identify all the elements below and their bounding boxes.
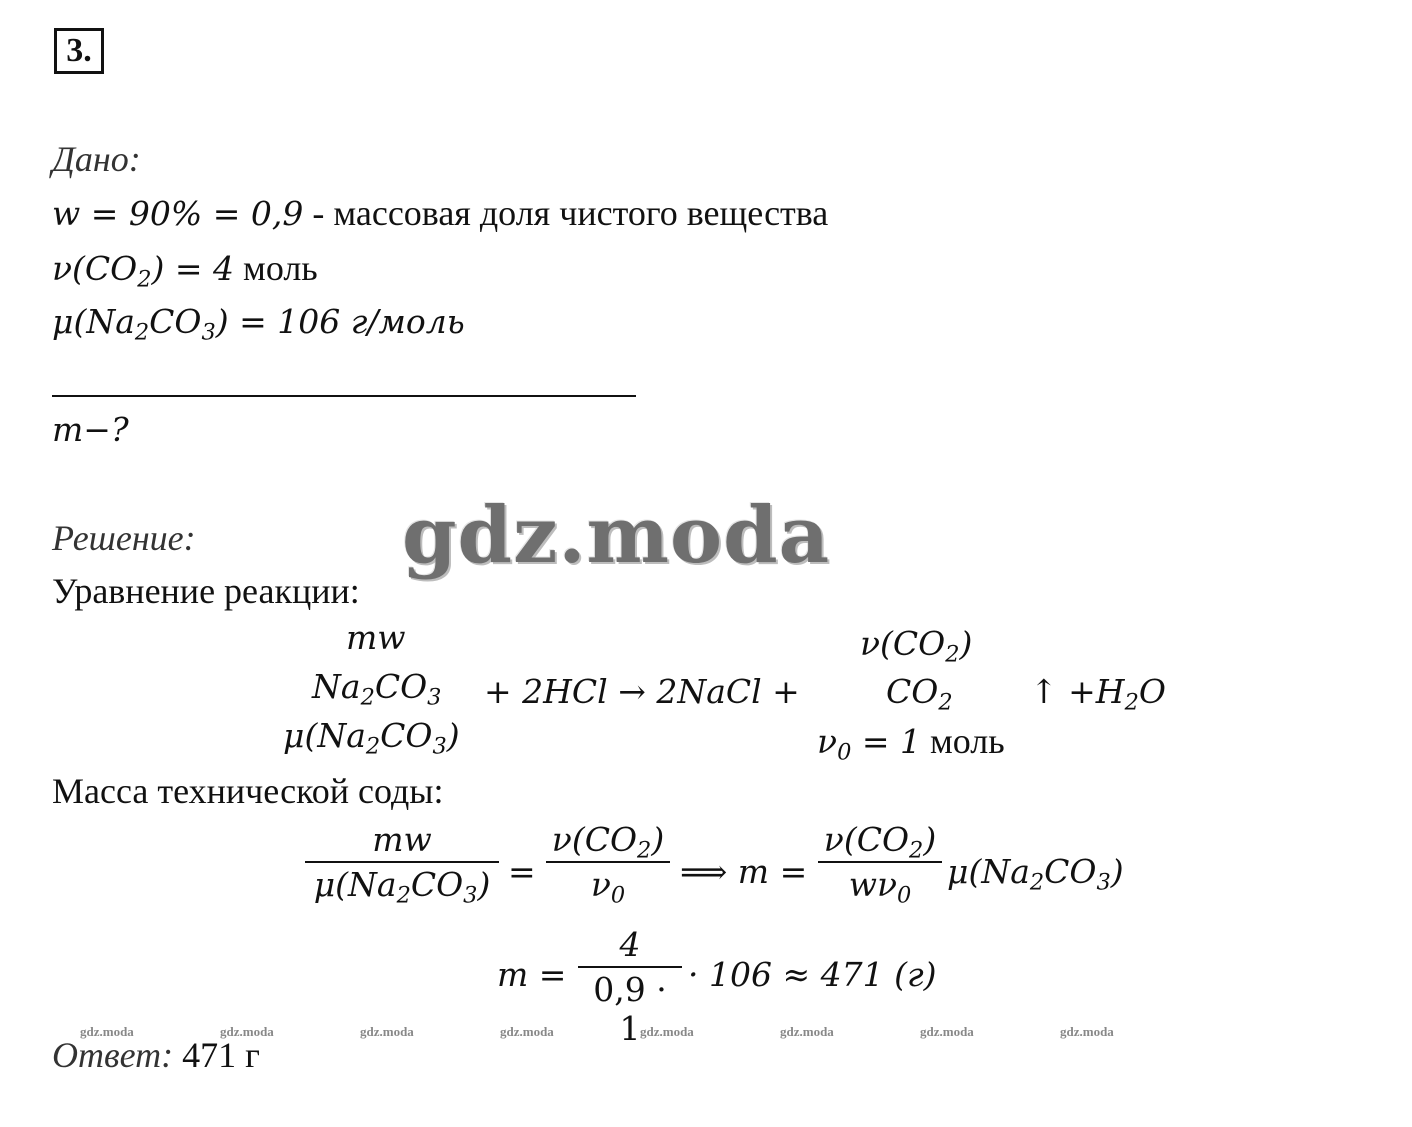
formula-tail: $\mu(Na_2CO_3)$ <box>947 852 1124 896</box>
calc-rhs: · 106 ≈ 471 (г) <box>688 955 937 994</box>
given-label: Дано: <box>52 139 141 179</box>
given-line-2 <box>52 247 318 293</box>
watermark-small: gdz.moda <box>780 1024 834 1039</box>
answer-line <box>52 1034 260 1076</box>
given-line-1-text: - массовая доля чистого вещества <box>303 193 829 233</box>
answer-label: Ответ: <box>52 1035 174 1075</box>
watermark-small: gdz.moda <box>500 1024 554 1039</box>
formula-fraction-2: $\nu(CO_2)$ $\nu_0$ <box>546 820 670 904</box>
reaction-middle: + 2HCl → 2NaCl + <box>484 672 800 711</box>
calc-fraction: 4 0,9 · 1 <box>578 925 682 1048</box>
watermark-small: gdz.moda <box>640 1024 694 1039</box>
mass-heading: Масса технической соды: <box>52 771 444 811</box>
reaction-tail: ↑ $+H_2O$ <box>1030 672 1166 716</box>
reaction-na2co3: $Na_2CO_3$ <box>312 667 442 711</box>
watermark-small: gdz.moda <box>360 1024 414 1039</box>
formula-fraction-3: $\nu(CO_2)$ $w\nu_0$ <box>818 820 942 904</box>
solution-label: Решение: <box>52 518 196 558</box>
watermark-small: gdz.moda <box>920 1024 974 1039</box>
given-divider <box>52 395 636 397</box>
given-line-3 <box>52 302 465 346</box>
given-line-3-math: $\mu(Na_2CO_3) = 106$ г/моль <box>52 302 465 346</box>
calc-lhs: m = <box>497 955 567 994</box>
formula-equals: = <box>508 852 536 891</box>
reaction-under-co2: $\nu_0 = 1$ моль <box>817 721 1005 766</box>
watermark-logo: gdz.moda <box>402 490 831 581</box>
task-number: 3. <box>54 28 104 74</box>
reaction-under-na2co3: $\mu(Na_2CO_3)$ <box>283 716 460 760</box>
given-line-1 <box>52 192 828 234</box>
reaction-over-na2co3: mw <box>346 618 406 657</box>
formula-fraction-1: mw $\mu(Na_2CO_3)$ <box>305 820 499 904</box>
watermark-small: gdz.moda <box>220 1024 274 1039</box>
reaction-co2: $CO_2$ <box>886 672 953 716</box>
reaction-over-co2: $\nu(CO_2)$ <box>860 624 973 668</box>
reaction-heading: Уравнение реакции: <box>52 571 360 611</box>
given-line-2-math: $\nu(CO_2) = 4$ <box>52 249 235 293</box>
watermark-small: gdz.moda <box>1060 1024 1114 1039</box>
find-line: m−? <box>52 410 129 449</box>
answer-value: 471 г <box>173 1035 260 1075</box>
formula-implies: ⟹ m = <box>680 852 808 891</box>
given-line-2-unit: моль <box>234 248 318 288</box>
given-line-1-math: w = 90% = 0,9 <box>52 194 304 233</box>
watermark-small: gdz.moda <box>80 1024 134 1039</box>
